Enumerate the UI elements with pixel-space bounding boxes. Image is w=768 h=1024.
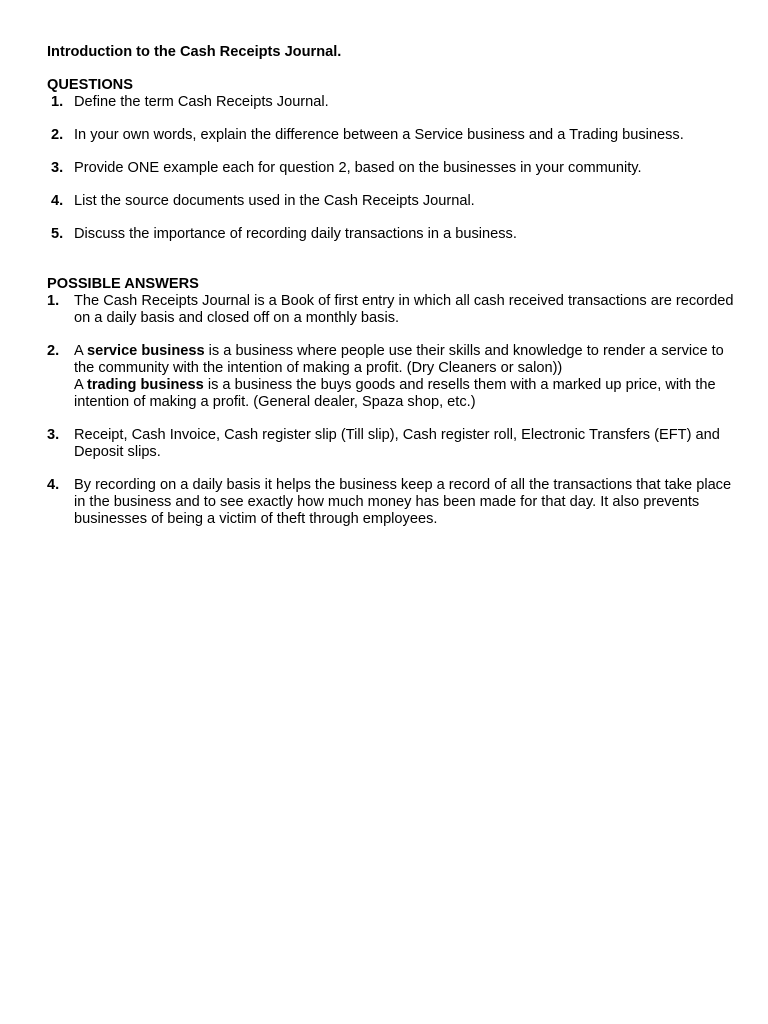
answer-item	[47, 343, 737, 411]
answer-text: The Cash Receipts Journal is a Book of first entry in which all cash received transactions are recorded on a daily basis and closed off on a monthly basis.	[74, 293, 734, 326]
questions-heading: QUESTIONS	[47, 77, 133, 93]
document-title: Introduction to the Cash Receipts Journal.	[47, 44, 342, 60]
answer-number: 1.	[47, 293, 60, 309]
service-business-term: service business	[86, 343, 205, 359]
answer-number: 4.	[47, 477, 60, 493]
question-number: 2.	[51, 127, 64, 143]
question-item	[47, 193, 737, 210]
question-item	[47, 127, 737, 144]
service-definition: is a business where people use their skills and knowledge to render a service to the community with the intention of making a profit. (Dry Cleaners or salon))	[74, 343, 724, 376]
question-number: 1.	[51, 94, 64, 110]
trading-business-paragraph	[74, 377, 737, 411]
question-text: Discuss the importance of recording daily transactions in a business.	[74, 226, 517, 242]
question-text: List the source documents used in the Cash Receipts Journal.	[74, 193, 475, 209]
answer-text: By recording on a daily basis it helps the business keep a record of all the transactions that take place in the business and to see exactly how much money has been made for that day. It also prevents businesses of being a victim of theft through employees.	[74, 477, 732, 527]
question-text: In your own words, explain the difference between a Service business and a Trading business.	[74, 127, 684, 143]
question-number: 5.	[51, 226, 64, 242]
trading-pre: A	[74, 377, 87, 393]
question-text: Define the term Cash Receipts Journal.	[74, 94, 329, 110]
answer-text: Receipt, Cash Invoice, Cash register slip (Till slip), Cash register roll, Electronic Transfers (EFT) and Deposit slips.	[74, 427, 720, 460]
trading-business-term: trading business	[86, 377, 204, 393]
question-number: 3.	[51, 160, 64, 176]
answer-item	[47, 293, 737, 327]
question-item	[47, 160, 737, 177]
question-number: 4.	[51, 193, 64, 209]
service-business-paragraph	[74, 343, 737, 377]
trading-definition: is a business the buys goods and resells them with a marked up price, with the intention of making a profit. (General dealer, Spaza shop, etc.)	[74, 377, 716, 410]
question-item	[47, 226, 737, 243]
answer-item	[47, 427, 737, 461]
service-pre: A	[74, 343, 87, 359]
document-page	[47, 44, 737, 528]
answers-list	[47, 293, 737, 528]
answer-number: 2.	[47, 343, 60, 359]
question-item	[47, 94, 737, 111]
answer-text	[74, 343, 737, 411]
answers-heading: POSSIBLE ANSWERS	[47, 276, 199, 292]
questions-list	[47, 94, 737, 243]
question-text: Provide ONE example each for question 2, based on the businesses in your community.	[74, 160, 642, 176]
answer-number: 3.	[47, 427, 60, 443]
answer-item	[47, 477, 737, 528]
